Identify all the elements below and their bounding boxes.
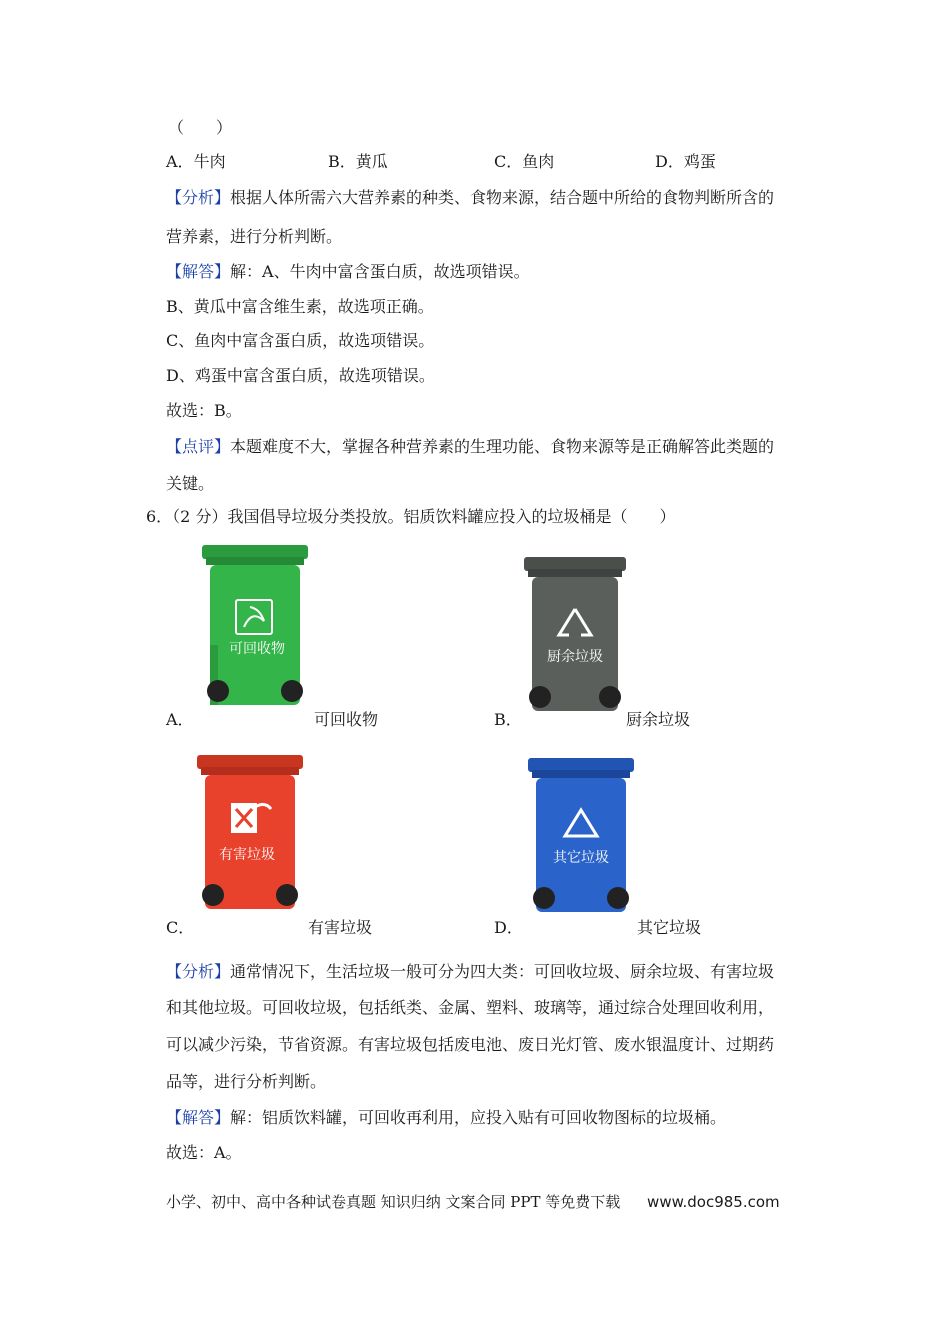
q5-choice: 故选：B。: [166, 401, 242, 420]
q5-analysis-line2: 营养素，进行分析判断。: [166, 227, 343, 246]
q5-answer-line2: B、黄瓜中富含维生素，故选项正确。: [166, 297, 434, 316]
q6-analysis: 【分析】通常情况下，生活垃圾一般可分为四大类：可回收垃圾、厨余垃圾、有害垃圾: [166, 962, 775, 981]
q5-paren: （ ）: [168, 118, 233, 137]
footer-text: 小学、初中、高中各种试卷真题 知识归纳 文案合同 PPT 等免费下载: [166, 1193, 621, 1211]
q6-choice: 故选：A。: [166, 1143, 242, 1162]
q6-answer: 【解答】解：铝质饮料罐，可回收再利用，应投入贴有可回收物图标的垃圾桶。: [166, 1108, 727, 1127]
q5-option-d: D．鸡蛋: [655, 152, 716, 171]
q5-option-c: C．鱼肉: [494, 152, 555, 171]
analysis-tag: 【分析】: [166, 962, 231, 981]
q5-comment: 【点评】本题难度不大，掌握各种营养素的生理功能、食物来源等是正确解答此类题的: [166, 437, 775, 456]
q6-option-b-text: 厨余垃圾: [626, 710, 691, 729]
kitchen-waste-bin-label: 厨余垃圾: [547, 649, 603, 665]
other-waste-bin-label: 其它垃圾: [553, 850, 609, 866]
q6-option-a-label: A．: [166, 710, 194, 729]
q5-answer-line3: C、鱼肉中富含蛋白质，故选项错误。: [166, 331, 435, 350]
q6-option-d-text: 其它垃圾: [637, 918, 702, 937]
kitchen-waste-bin-icon: [520, 557, 630, 717]
q6-stem: 6．（2 分）我国倡导垃圾分类投放。铝质饮料罐应投入的垃圾桶是（ ）: [146, 507, 676, 526]
q6-option-c-label: C．: [166, 918, 195, 937]
footer-url[interactable]: www.doc985.com: [647, 1193, 780, 1211]
q6-option-b-label: B．: [494, 710, 522, 729]
hazardous-bin-label: 有害垃圾: [219, 847, 275, 863]
analysis-tag: 【分析】: [166, 188, 231, 207]
q6-option-d-label: D．: [494, 918, 523, 937]
recyclable-bin-label: 可回收物: [229, 641, 285, 657]
answer-tag: 【解答】: [166, 1108, 231, 1127]
q6-option-c-text: 有害垃圾: [308, 918, 373, 937]
q5-answer-line4: D、鸡蛋中富含蛋白质，故选项错误。: [166, 366, 435, 385]
other-waste-bin-icon: [526, 758, 636, 918]
q5-analysis: 【分析】根据人体所需六大营养素的种类、食物来源，结合题中所给的食物判断所含的: [166, 188, 775, 207]
q5-option-b: B．黄瓜: [328, 152, 388, 171]
q5-option-a: A．牛肉: [166, 152, 226, 171]
footer: [166, 1191, 780, 1212]
q6-option-a-text: 可回收物: [314, 710, 379, 729]
comment-tag: 【点评】: [166, 437, 231, 456]
q6-analysis-line2: 和其他垃圾。可回收垃圾，包括纸类、金属、塑料、玻璃等，通过综合处理回收利用，: [166, 998, 775, 1017]
q6-analysis-line3: 可以减少污染，节省资源。有害垃圾包括废电池、废日光灯管、废水银温度计、过期药: [166, 1035, 775, 1054]
answer-tag: 【解答】: [166, 262, 231, 281]
recyclable-bin-icon: [200, 545, 310, 710]
q5-answer: 【解答】解：A、牛肉中富含蛋白质，故选项错误。: [166, 262, 530, 281]
hazardous-bin-icon: [195, 755, 305, 915]
q6-analysis-line4: 品等，进行分析判断。: [166, 1072, 327, 1091]
q5-comment-line2: 关键。: [166, 474, 215, 493]
